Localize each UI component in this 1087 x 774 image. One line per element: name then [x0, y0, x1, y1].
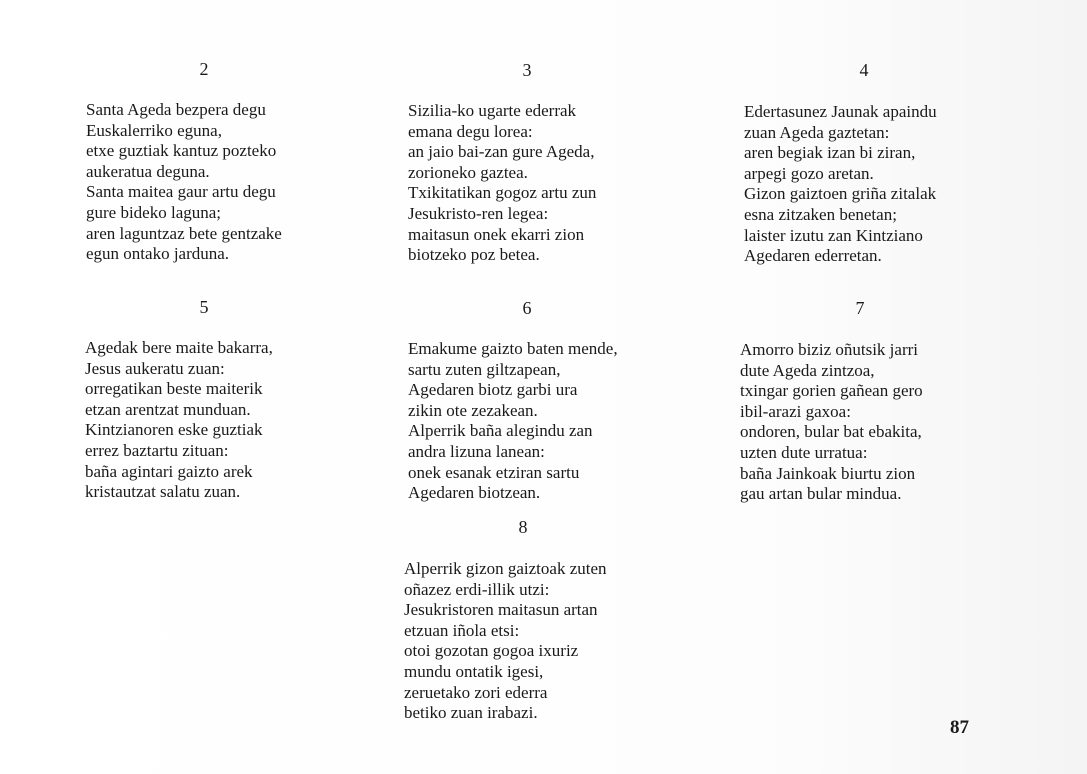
stanza-number: 5: [199, 297, 209, 317]
verse-line: Euskalerriko eguna,: [86, 120, 222, 140]
stanza-3: [408, 101, 708, 266]
verse-line: Agedaren biotz garbi ura: [408, 380, 578, 400]
verse-line: gau artan bular mindua.: [740, 484, 902, 504]
verse-line: Jesus aukeratu zuan:: [85, 358, 225, 378]
stanza-number: 3: [522, 60, 532, 80]
verse-line: txingar gorien gañean gero: [740, 381, 923, 401]
verse-line: Alperrik gizon gaiztoak zuten: [404, 559, 607, 578]
verse-line: Edertasunez Jaunak apaindu: [744, 102, 937, 121]
verse-line: zorioneko gaztea.: [408, 162, 528, 182]
verse-line: esna zitzaken benetan;: [744, 204, 897, 224]
stanza-lines: [740, 340, 1040, 505]
verse-line: errez baztartu zituan:: [85, 440, 229, 460]
verse-line: egun ontako jarduna.: [86, 244, 230, 264]
stanza-4: [744, 102, 1044, 267]
verse-line: uzten dute urratua:: [740, 442, 868, 462]
verse-line: otoi gozotan gogoa ixuriz: [404, 641, 579, 661]
verse-line: Agedak bere maite bakarra,: [85, 338, 273, 357]
stanza-lines: [85, 338, 385, 503]
verse-line: Kintzianoren eske guztiak: [85, 420, 263, 440]
stanza-lines: [408, 101, 708, 266]
verse-line: oñazez erdi-illik utzi:: [404, 579, 550, 599]
verse-line: gure bideko laguna;: [86, 202, 222, 222]
stanza-lines: [744, 102, 1044, 267]
verse-line: laister izutu zan Kintziano: [744, 225, 923, 245]
verse-line: aren begiak izan bi ziran,: [744, 143, 916, 163]
verse-line: aukeratua deguna.: [86, 161, 210, 181]
verse-line: Agedaren ederretan.: [744, 246, 882, 266]
verse-line: Sizilia-ko ugarte ederrak: [408, 101, 577, 120]
stanza-number: 8: [518, 517, 528, 537]
verse-line: Txikitatikan gogoz artu zun: [408, 183, 597, 203]
stanza-number: 7: [855, 298, 865, 318]
verse-line: an jaio bai-zan gure Ageda,: [408, 142, 595, 162]
verse-line: orregatikan beste maiterik: [85, 379, 263, 399]
verse-line: Jesukristo-ren legea:: [408, 203, 549, 223]
verse-line: arpegi gozo aretan.: [744, 163, 874, 183]
verse-line: Santa maitea gaur artu degu: [86, 182, 276, 202]
verse-line: dute Ageda zintzoa,: [740, 360, 875, 380]
stanza-lines: [404, 559, 704, 724]
verse-line: Gizon gaiztoen griña zitalak: [744, 184, 937, 204]
verse-line: Emakume gaizto baten mende,: [408, 339, 618, 358]
page-number: 87: [950, 717, 969, 738]
stanza-8: [404, 559, 704, 724]
verse-line: zuan Ageda gaztetan:: [744, 122, 890, 142]
verse-line: Santa Ageda bezpera degu: [86, 100, 266, 119]
stanza-number: 6: [522, 298, 532, 318]
verse-line: Amorro biziz oñutsik jarri: [740, 340, 918, 359]
verse-line: Alperrik baña alegindu zan: [408, 421, 593, 441]
verse-line: maitasun onek ekarri zion: [408, 224, 585, 244]
stanza-number: 4: [859, 60, 869, 80]
verse-line: baña agintari gaizto arek: [85, 461, 253, 481]
verse-line: ondoren, bular bat ebakita,: [740, 422, 922, 442]
stanza-7: [740, 340, 1040, 505]
verse-line: sartu zuten giltzapean,: [408, 359, 561, 379]
verse-line: etzan arentzat munduan.: [85, 399, 251, 419]
stanza-lines: [408, 339, 708, 504]
verse-line: zikin ote zezakean.: [408, 400, 538, 420]
stanza-lines: [86, 100, 386, 265]
verse-line: kristautzat salatu zuan.: [85, 482, 241, 502]
verse-line: biotzeko poz betea.: [408, 245, 540, 265]
verse-line: mundu ontatik igesi,: [404, 661, 544, 681]
verse-line: Jesukristoren maitasun artan: [404, 600, 598, 620]
verse-line: emana degu lorea:: [408, 121, 533, 141]
verse-line: zeruetako zori ederra: [404, 682, 548, 702]
stanza-6: [408, 339, 708, 504]
stanza-number: 2: [199, 59, 209, 79]
verse-line: etzuan iñola etsi:: [404, 620, 520, 640]
verse-line: betiko zuan irabazi.: [404, 703, 538, 723]
verse-line: etxe guztiak kantuz pozteko: [86, 141, 277, 161]
verse-line: baña Jainkoak biurtu zion: [740, 463, 916, 483]
verse-line: Agedaren biotzean.: [408, 483, 541, 503]
stanza-2: [86, 100, 386, 265]
verse-line: onek esanak etziran sartu: [408, 462, 580, 482]
verse-line: aren laguntzaz bete gentzake: [86, 223, 282, 243]
verse-line: andra lizuna lanean:: [408, 441, 545, 461]
verse-line: ibil-arazi gaxoa:: [740, 401, 851, 421]
stanza-5: [85, 338, 385, 503]
